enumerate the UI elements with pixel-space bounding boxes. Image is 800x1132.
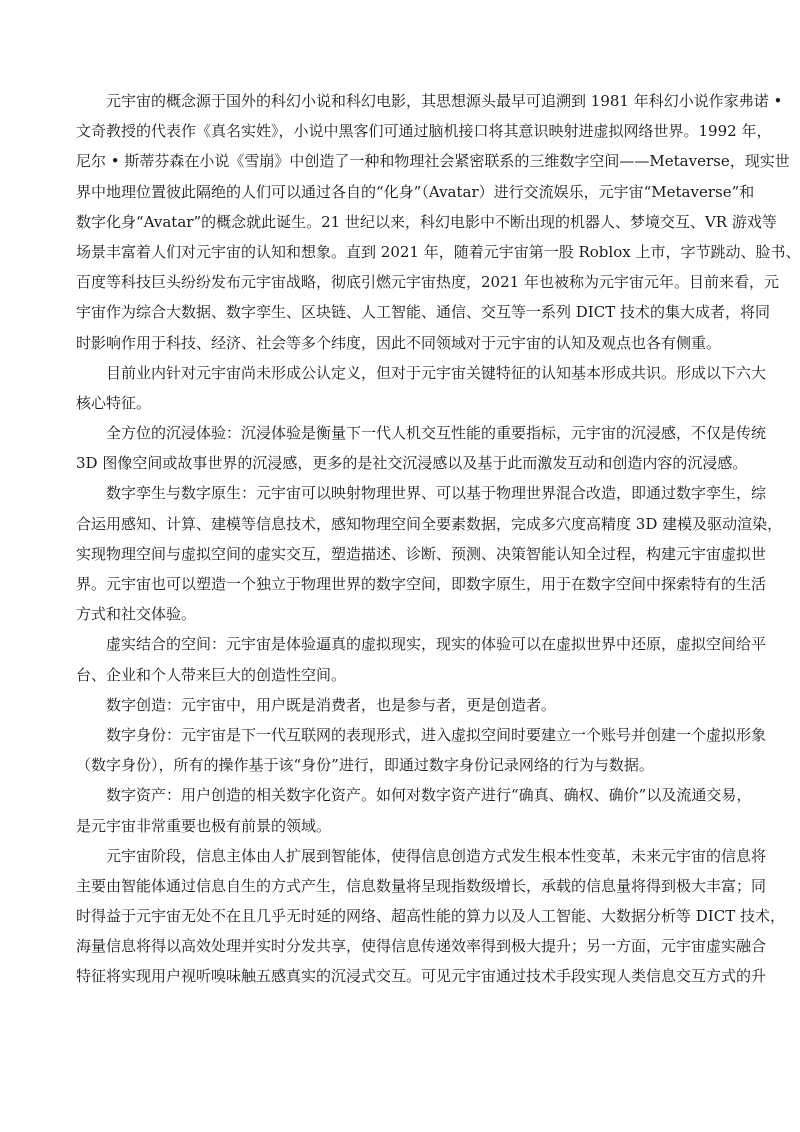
paragraph-digital-assets [76,780,752,840]
text-line: 实现物理空间与虚拟空间的虚实交互，塑造描述、诊断、预测、决策智能认知全过程，构建元宇宙虚拟世 [76,544,767,563]
text-line: 合运用感知、计算、建模等信息技术，感知物理空间全要素数据，完成多穴度高精度 3D 建模及驱动渲染， [76,514,783,533]
text-line: 数字创造：元宇宙中，用户既是消费者，也是参与者，更是创造者。 [106,695,557,714]
paragraph-digital-identity [76,720,767,780]
text-line: 数字资产：用户创造的相关数字化资产。如何对数字资产进行“确真、确权、确价”以及流通交易， [106,786,752,805]
text-line: 元宇宙的概念源于国外的科幻小说和科幻电影，其思想源头最早可追溯到 1981 年科幻小说作家弗诺 • [106,92,783,110]
text-line: 界中地理位置彼此隔绝的人们可以通过各自的“化身”（Avatar）进行交流娱乐，元宇宙“Metaverse”和 [76,182,755,201]
text-line: 时得益于元宇宙无处不在且几乎无时延的网络、超高性能的算力以及人工智能、大数据分析等 DICT 技术， [76,907,785,926]
text-line: 主要由智能体通过信息自生的方式产生，信息数量将呈现指数级增长，承载的信息量将得到极大丰富；同 [76,876,767,895]
text-line: 台、企业和个人带来巨大的创造性空间。 [76,665,347,684]
paragraph-digital-creation [76,690,728,720]
paragraph-metaverse-origin [76,86,800,358]
text-line: 方式和社交体验。 [76,605,197,624]
text-line: 特征将实现用户视听嗅味触五感真实的沉浸式交互。可见元宇宙通过技术手段实现人类信息交互方式的升 [76,967,767,986]
paragraph-information-evolution [76,841,785,992]
text-line: 虚实结合的空间：元宇宙是体验逼真的虚拟现实，现实的体验可以在虚拟世界中还原，虚拟空间给平 [106,635,767,654]
text-line: 数字孪生与数字原生：元宇宙可以映射物理世界、可以基于物理世界混合改造，即通过数字孪生，综 [106,484,767,503]
text-line: 数字身份：元宇宙是下一代互联网的表现形式，进入虚拟空间时要建立一个账号并创建一个虚拟形象 [106,725,767,744]
text-line: 核心特征。 [76,393,152,412]
text-line: 界。元宇宙也可以塑造一个独立于物理世界的数字空间，即数字原生，用于在数字空间中探索特有的生活 [76,575,767,593]
paragraph-virtual-real-space [76,629,767,689]
text-line: 文奇教授的代表作《真名实姓》，小说中黑客们可通过脑机接口将其意识映射进虚拟网络世界。1992 年， [76,122,772,141]
text-line: 数字化身“Avatar”的概念就此诞生。21 世纪以来，科幻电影中不断出现的机器人、梦境交互、VR 游戏等 [76,212,777,231]
text-line: 3D 图像空间或故事世界的沉浸感，更多的是社交沉浸感以及基于此而激发互动和创造内容的沉浸感。 [76,454,748,473]
text-line: 场景丰富着人们对元宇宙的认知和想象。直到 2021 年，随着元宇宙第一股 Roblox 上市，字节跳动、脸书、 [76,242,800,261]
text-line: 宇宙作为综合大数据、数字孪生、区块链、人工智能、通信、交互等一系列 DICT 技术的集大成者，将同 [76,303,770,322]
paragraph-immersive-experience [76,418,767,478]
text-line: 元宇宙阶段，信息主体由人扩展到智能体，使得信息创造方式发生根本性变革，未来元宇宙的信息将 [106,846,767,865]
text-line: 是元宇宙非常重要也极有前景的领域。 [76,816,332,835]
text-line: （数字身份），所有的操作基于该“身份”进行，即通过数字身份记录网络的行为与数据。 [76,756,654,775]
paragraph-core-features-intro [76,358,767,418]
text-line: 时影响作用于科技、经济、社会等多个纬度，因此不同领域对于元宇宙的认知及观点也各有侧重。 [76,333,722,352]
text-line: 尼尔 • 斯蒂芬森在小说《雪崩》中创造了一种和物理社会紧密联系的三维数字空间——Metaverse，现实世 [76,152,790,171]
text-line: 目前业内针对元宇宙尚未形成公认定义，但对于元宇宙关键特征的认知基本形成共识。形成以下六大 [106,363,767,382]
text-line: 百度等科技巨头纷纷发布元宇宙战略，彻底引燃元宇宙热度，2021 年也被称为元宇宙元年。目前来看，元 [76,273,779,292]
paragraph-digital-twin-native [76,478,783,629]
text-line: 海量信息将得以高效处理并实时分发共享，使得信息传递效率得到极大提升；另一方面，元宇宙虚实融合 [76,937,767,956]
document-body [76,86,800,992]
text-line: 全方位的沉浸体验：沉浸体验是衡量下一代人机交互性能的重要指标，元宇宙的沉浸感，不仅是传统 [106,424,767,443]
